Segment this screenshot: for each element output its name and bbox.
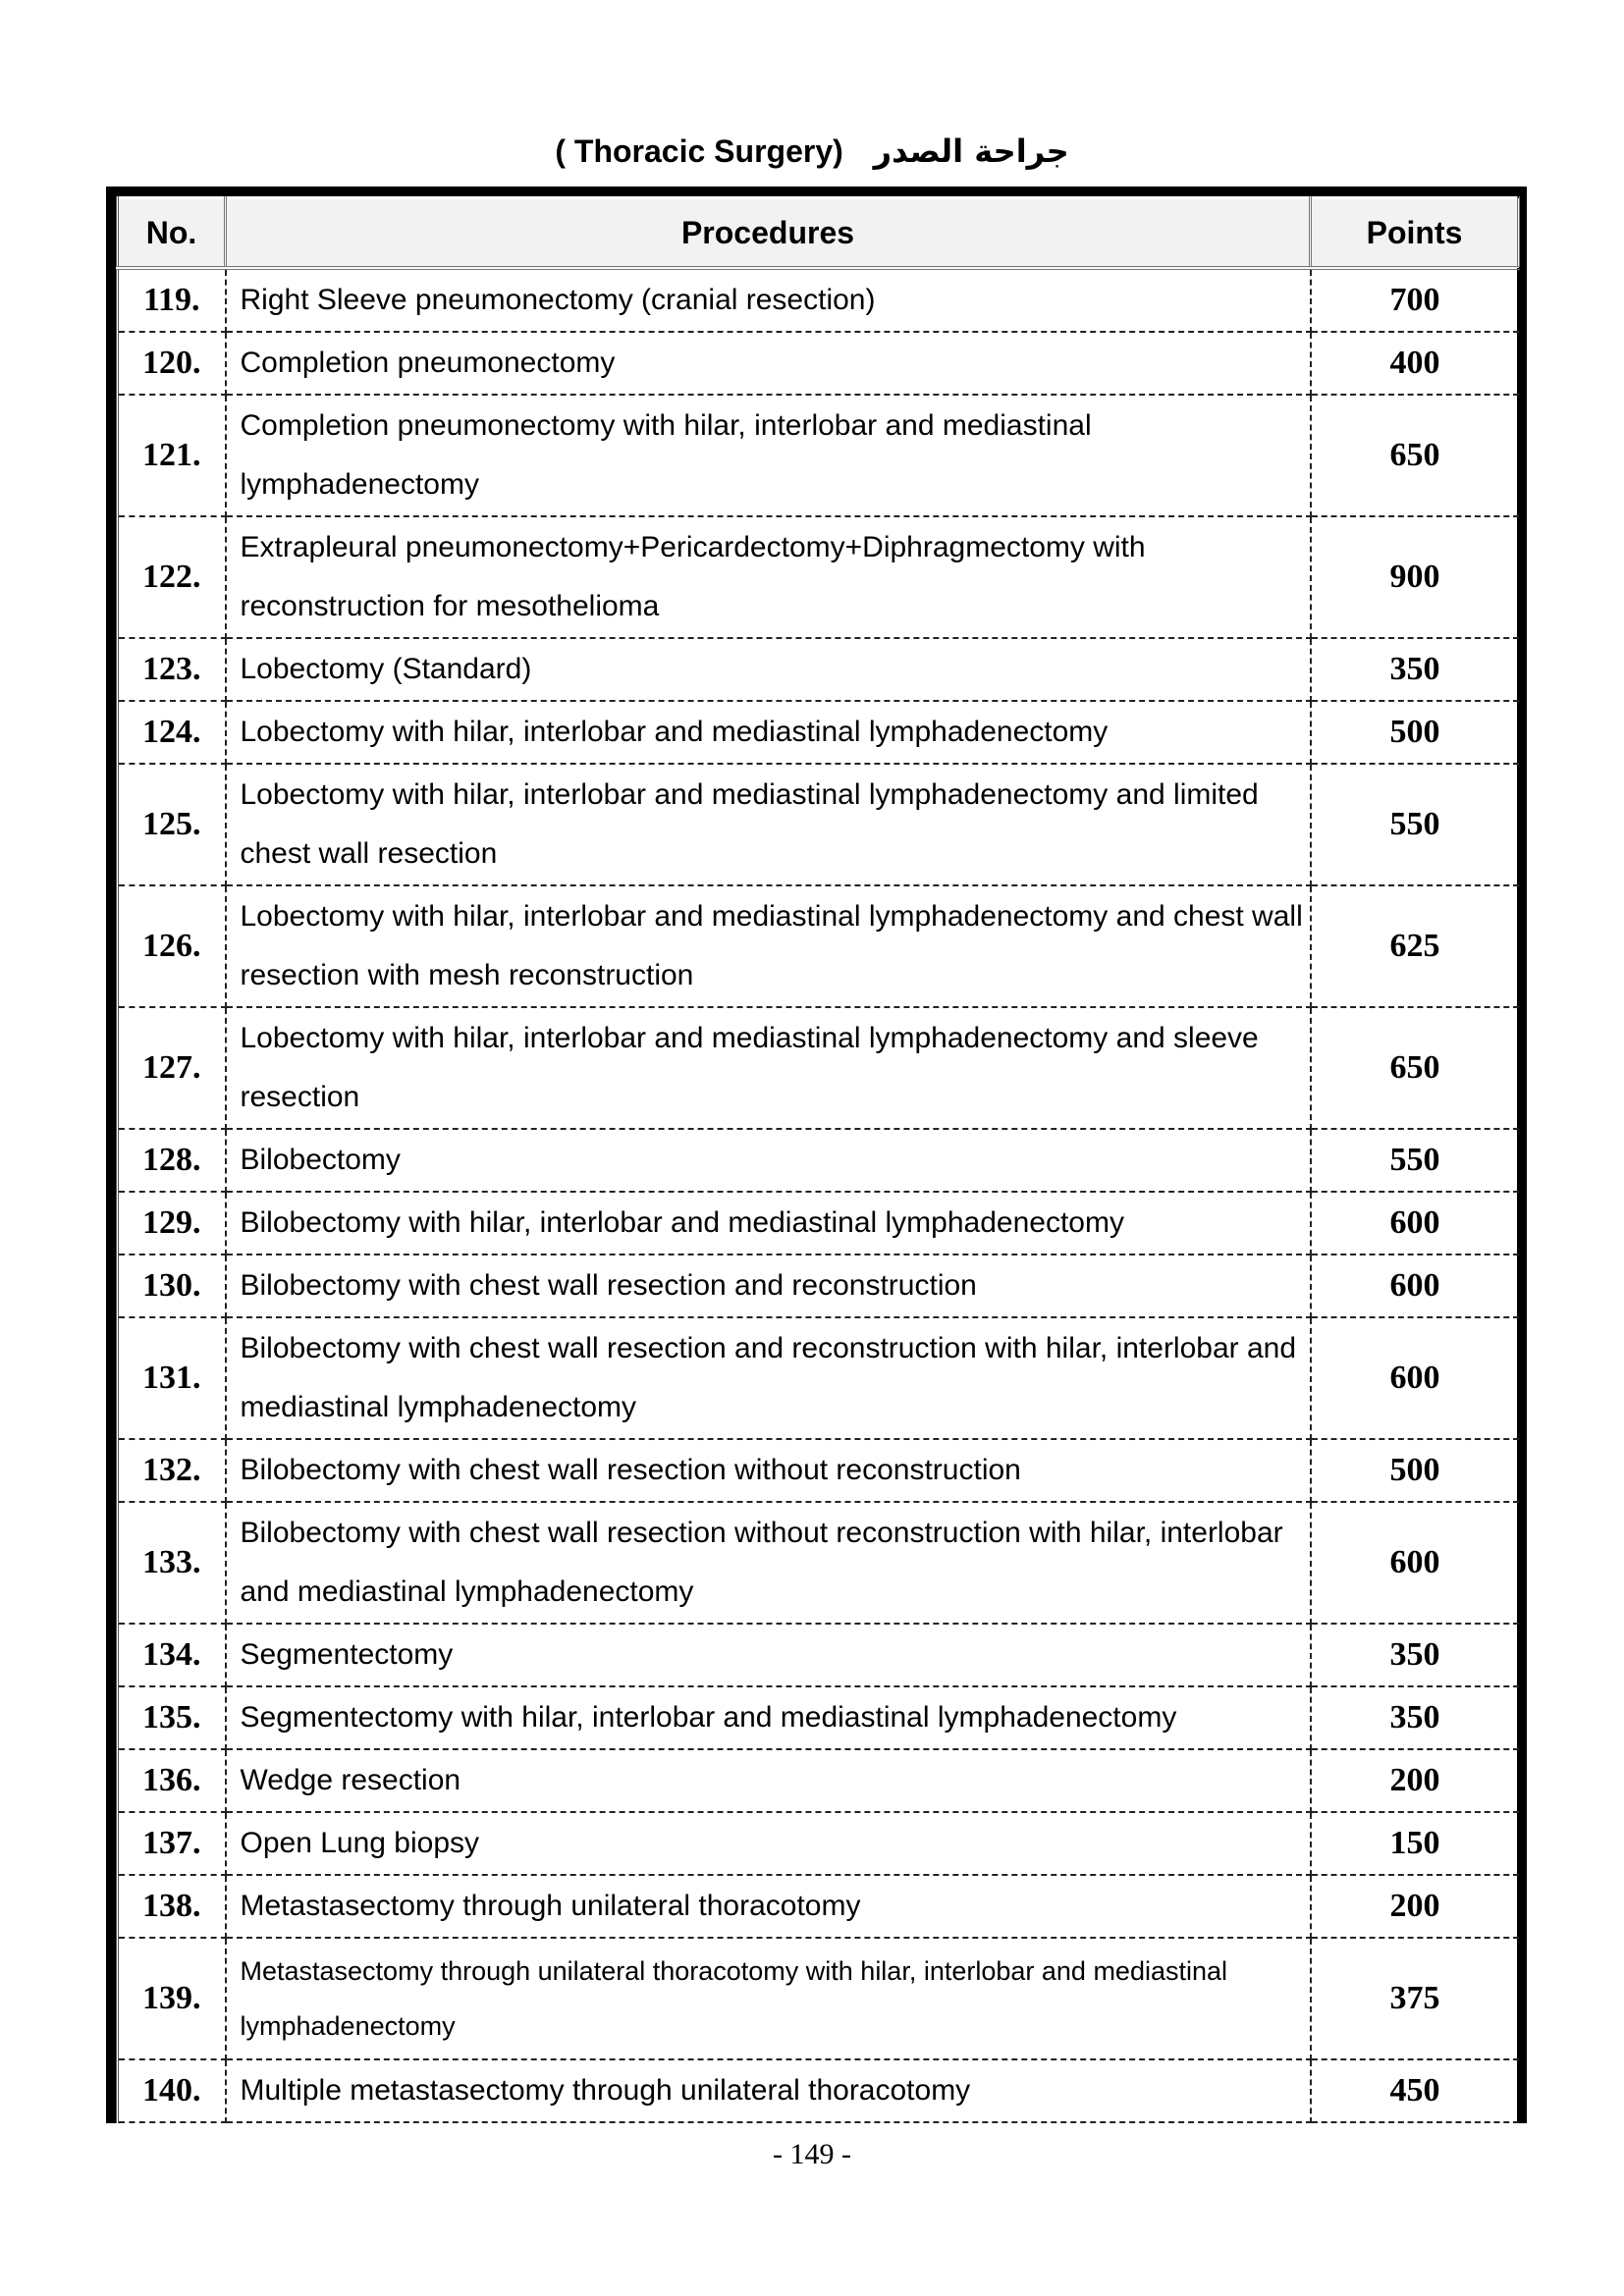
row-number: 134. xyxy=(118,1624,226,1686)
table-row xyxy=(118,1812,1519,1875)
procedure-name: Completion pneumonectomy with hilar, interlobar and mediastinal lymphadenectomy xyxy=(226,395,1311,516)
procedure-name: Bilobectomy xyxy=(226,1129,1311,1192)
page-title xyxy=(0,133,1624,170)
table-row xyxy=(118,885,1519,1007)
row-number: 130. xyxy=(118,1255,226,1317)
row-number: 138. xyxy=(118,1875,226,1938)
procedure-name: Metastasectomy through unilateral thoracotomy with hilar, interlobar and mediastinal lymphadenectomy xyxy=(226,1938,1311,2059)
row-number: 120. xyxy=(118,332,226,395)
procedure-points: 650 xyxy=(1311,395,1519,516)
title-english: ( Thoracic Surgery) xyxy=(555,133,843,169)
procedure-name: Bilobectomy with chest wall resection without reconstruction with hilar, interlobar and mediastinal lymphadenectomy xyxy=(226,1502,1311,1624)
procedure-points: 350 xyxy=(1311,1624,1519,1686)
procedure-points: 600 xyxy=(1311,1502,1519,1624)
procedure-name: Lobectomy with hilar, interlobar and mediastinal lymphadenectomy and limited chest wall resection xyxy=(226,764,1311,885)
procedure-name: Lobectomy with hilar, interlobar and mediastinal lymphadenectomy xyxy=(226,701,1311,764)
procedure-points: 550 xyxy=(1311,764,1519,885)
procedure-points: 600 xyxy=(1311,1255,1519,1317)
table-row xyxy=(118,1255,1519,1317)
row-number: 132. xyxy=(118,1439,226,1502)
row-number: 131. xyxy=(118,1317,226,1439)
row-number: 136. xyxy=(118,1749,226,1812)
table-row xyxy=(118,2059,1519,2122)
table-header-row xyxy=(118,198,1519,269)
table-row xyxy=(118,332,1519,395)
procedure-name: Completion pneumonectomy xyxy=(226,332,1311,395)
table-row xyxy=(118,1502,1519,1624)
row-number: 124. xyxy=(118,701,226,764)
row-number: 126. xyxy=(118,885,226,1007)
procedure-points: 200 xyxy=(1311,1749,1519,1812)
table-row xyxy=(118,1439,1519,1502)
procedure-points: 200 xyxy=(1311,1875,1519,1938)
row-number: 123. xyxy=(118,638,226,701)
procedure-points: 150 xyxy=(1311,1812,1519,1875)
procedure-name: Segmentectomy with hilar, interlobar and mediastinal lymphadenectomy xyxy=(226,1686,1311,1749)
row-number: 122. xyxy=(118,516,226,638)
table-row xyxy=(118,638,1519,701)
row-number: 127. xyxy=(118,1007,226,1129)
row-number: 137. xyxy=(118,1812,226,1875)
table-row xyxy=(118,1317,1519,1439)
procedure-name: Multiple metastasectomy through unilateral thoracotomy xyxy=(226,2059,1311,2122)
procedure-name: Wedge resection xyxy=(226,1749,1311,1812)
procedure-points: 450 xyxy=(1311,2059,1519,2122)
procedure-name: Lobectomy with hilar, interlobar and mediastinal lymphadenectomy and sleeve resection xyxy=(226,1007,1311,1129)
procedure-points: 650 xyxy=(1311,1007,1519,1129)
procedures-table-frame xyxy=(106,187,1527,2123)
row-number: 139. xyxy=(118,1938,226,2059)
table-row xyxy=(118,1192,1519,1255)
procedure-name: Bilobectomy with chest wall resection and reconstruction with hilar, interlobar and mediastinal lymphadenectomy xyxy=(226,1317,1311,1439)
procedure-name: Bilobectomy with chest wall resection without reconstruction xyxy=(226,1439,1311,1502)
procedure-name: Extrapleural pneumonectomy+Pericardectomy+Diphragmectomy with reconstruction for mesothelioma xyxy=(226,516,1311,638)
row-number: 128. xyxy=(118,1129,226,1192)
row-number: 140. xyxy=(118,2059,226,2122)
table-row xyxy=(118,1686,1519,1749)
procedure-name: Segmentectomy xyxy=(226,1624,1311,1686)
row-number: 135. xyxy=(118,1686,226,1749)
procedure-points: 350 xyxy=(1311,638,1519,701)
procedure-name: Open Lung biopsy xyxy=(226,1812,1311,1875)
table-row xyxy=(118,268,1519,332)
procedure-points: 375 xyxy=(1311,1938,1519,2059)
table-row xyxy=(118,764,1519,885)
procedures-table xyxy=(116,196,1520,2123)
procedure-name: Right Sleeve pneumonectomy (cranial resection) xyxy=(226,268,1311,332)
procedure-points: 600 xyxy=(1311,1192,1519,1255)
procedure-name: Metastasectomy through unilateral thoracotomy xyxy=(226,1875,1311,1938)
page-number: - 149 - xyxy=(773,2138,851,2170)
procedure-name: Bilobectomy with hilar, interlobar and mediastinal lymphadenectomy xyxy=(226,1192,1311,1255)
procedure-name: Lobectomy (Standard) xyxy=(226,638,1311,701)
procedure-points: 625 xyxy=(1311,885,1519,1007)
table-row xyxy=(118,1749,1519,1812)
table-row xyxy=(118,1007,1519,1129)
table-row xyxy=(118,395,1519,516)
procedure-points: 350 xyxy=(1311,1686,1519,1749)
procedure-name: Lobectomy with hilar, interlobar and mediastinal lymphadenectomy and chest wall resection with mesh reconstruction xyxy=(226,885,1311,1007)
row-number: 119. xyxy=(118,268,226,332)
procedure-points: 600 xyxy=(1311,1317,1519,1439)
procedure-points: 900 xyxy=(1311,516,1519,638)
header-no: No. xyxy=(118,198,226,269)
procedure-points: 400 xyxy=(1311,332,1519,395)
procedure-points: 700 xyxy=(1311,268,1519,332)
table-row xyxy=(118,516,1519,638)
table-row xyxy=(118,701,1519,764)
header-procedures: Procedures xyxy=(226,198,1311,269)
row-number: 121. xyxy=(118,395,226,516)
procedure-points: 500 xyxy=(1311,701,1519,764)
header-points: Points xyxy=(1311,198,1519,269)
table-row xyxy=(118,1938,1519,2059)
procedure-points: 500 xyxy=(1311,1439,1519,1502)
procedure-name: Bilobectomy with chest wall resection and reconstruction xyxy=(226,1255,1311,1317)
row-number: 129. xyxy=(118,1192,226,1255)
table-row xyxy=(118,1624,1519,1686)
table-row xyxy=(118,1129,1519,1192)
table-row xyxy=(118,1875,1519,1938)
row-number: 133. xyxy=(118,1502,226,1624)
title-arabic: جراحة الصدر xyxy=(873,133,1069,170)
row-number: 125. xyxy=(118,764,226,885)
procedure-points: 550 xyxy=(1311,1129,1519,1192)
